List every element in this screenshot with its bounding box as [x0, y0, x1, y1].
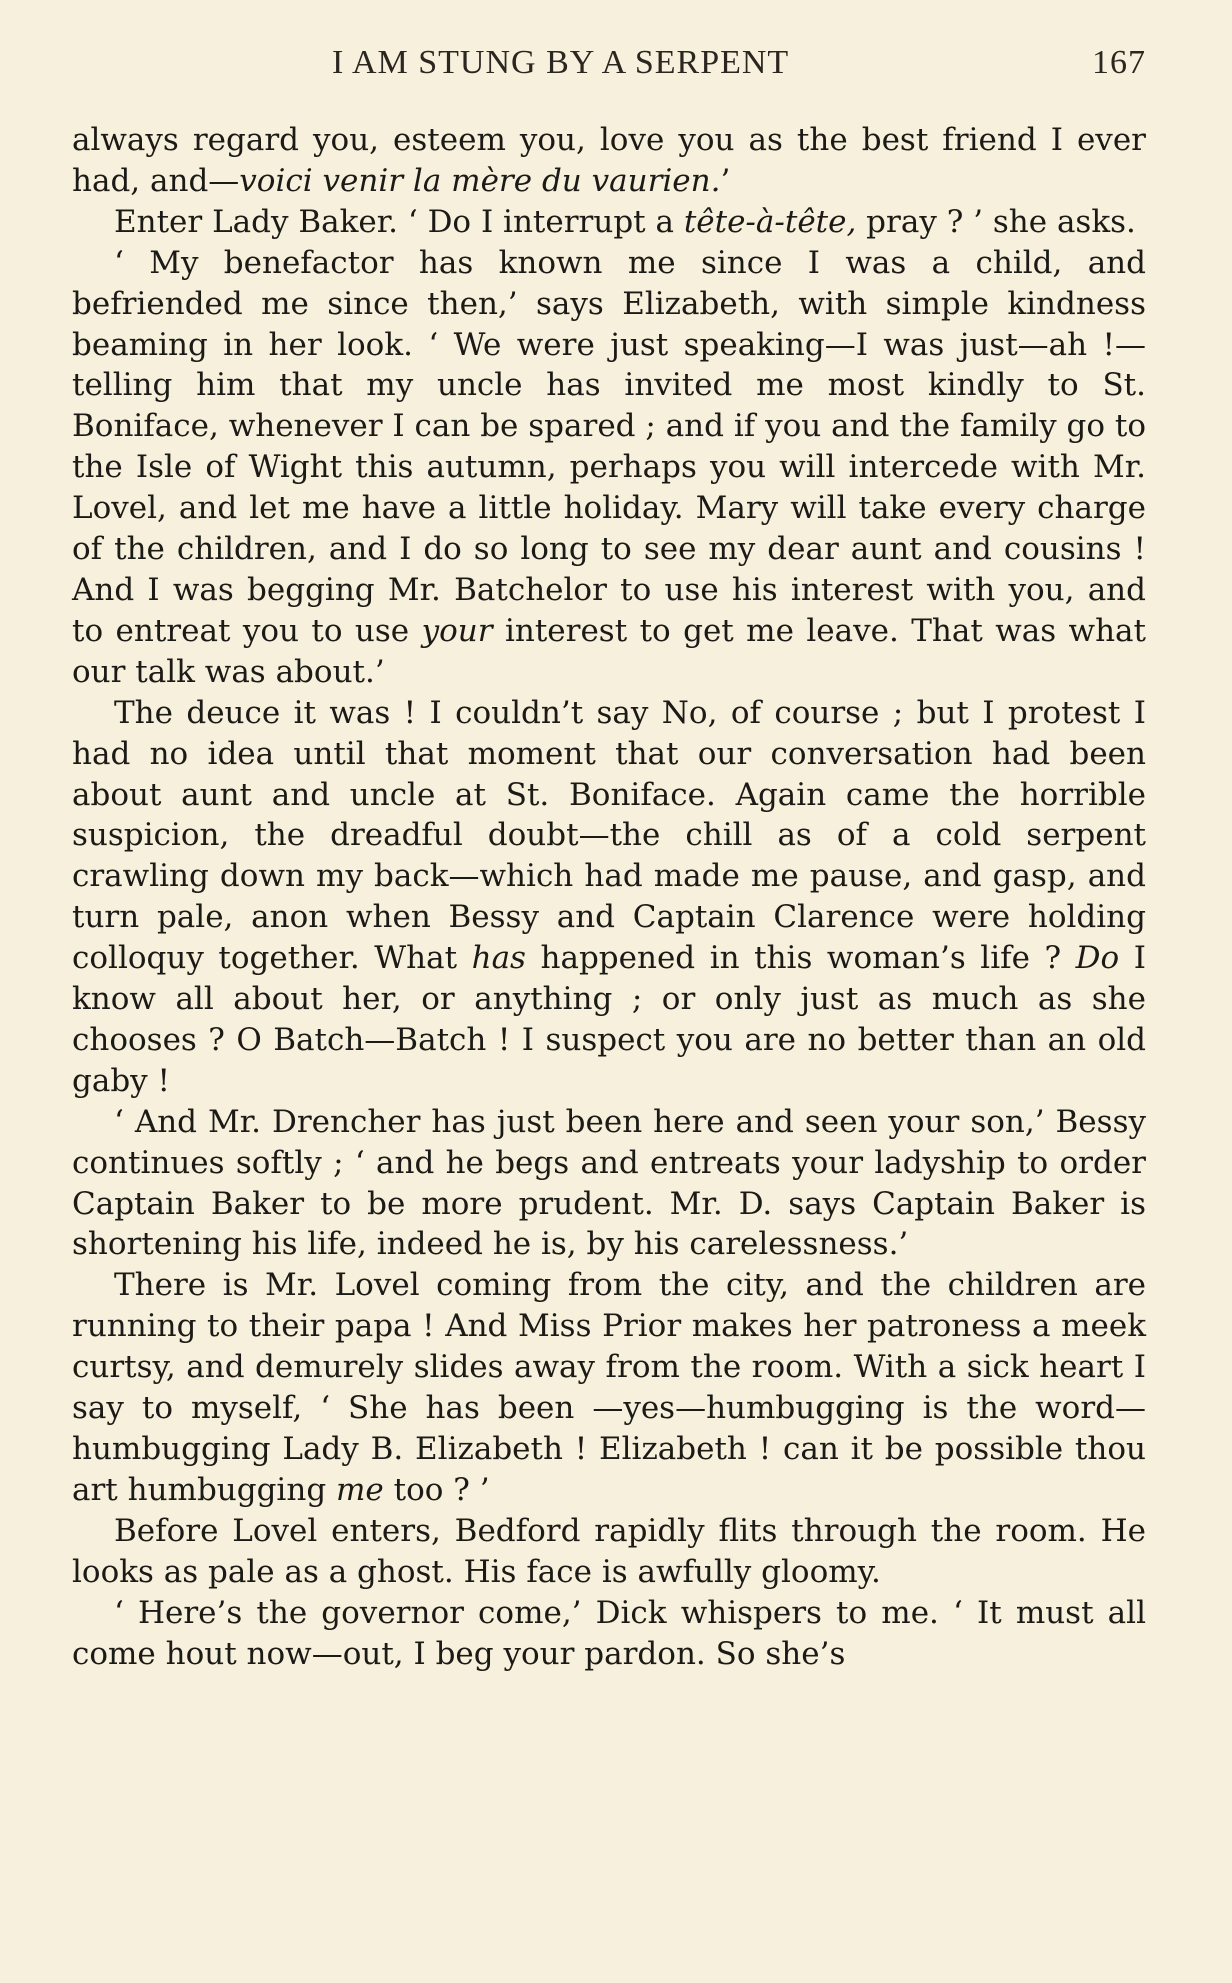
italic-text: me — [336, 1471, 384, 1508]
italic-text: tête-à-tête, — [683, 203, 857, 240]
text-run: I know all about her, or anything ; or only just as much as she chooses ? O Batch—Batch ! I suspect you are no better than an old gaby ! — [72, 940, 1146, 1099]
text-run: happened in this woman’s life ? — [525, 940, 1076, 977]
text-run: interest to get me leave. That was what our talk was about.’ — [72, 612, 1146, 690]
italic-text: voici venir la mère du vaurien. — [239, 162, 721, 199]
italic-text: your — [421, 612, 493, 649]
text-run: Before Lovel enters, Bedford rapidly flits through the room. He looks as pale as a ghost. His face is awfully gloomy. — [72, 1512, 1146, 1590]
text-run: ‘ My benefactor has known me since I was a child, and befriended me since then,’ says Elizabeth, with simple kindness beaming in her look. ‘ We were just speaking—I was just—ah !—telling him that my uncle has invited me most kindly to St. Boniface, whenever I can be spared ; and if you and the family go to the Isle of Wight this autumn, perhaps you will intercede with Mr. Lovel, and let me have a little holiday. Mary will take every charge of the children, and I do so long to see my dear aunt and cousins ! And I was begging Mr. Batchelor to use his interest with you, and to entreat you to use — [72, 244, 1146, 649]
paragraph — [72, 693, 1146, 1102]
paragraph — [72, 1593, 1146, 1675]
text-run: Enter Lady Baker. ‘ Do I interrupt a — [114, 203, 684, 240]
running-head — [72, 44, 1146, 86]
body-text — [72, 120, 1146, 1674]
text-run: ‘ And Mr. Drencher has just been here and seen your son,’ Bessy continues softly ; ‘ and he begs and entreats your ladyship to order Captain Baker to be more prudent. Mr. D. says Captain Baker is shortening his life, indeed he is, by his carelessness.’ — [72, 1103, 1146, 1263]
italic-text: Do — [1075, 940, 1120, 977]
paragraph — [72, 1102, 1146, 1266]
text-run: The deuce it was ! I couldn’t say No, of course ; but I protest I had no idea until that moment that our conversation had been about aunt and uncle at St. Boniface. Again came the horrible suspicion, the dreadful doubt—the chill as of a cold serpent crawling down my back—which had made me pause, and gasp, and turn pale, anon when Bessy and Captain Clarence were holding colloquy together. What — [72, 694, 1146, 977]
chapter-title: I AM STUNG BY A SERPENT — [332, 44, 790, 81]
text-run: ‘ Here’s the governor come,’ Dick whispers to me. ‘ It must all come hout now—out, I beg your pardon. So she’s — [72, 1594, 1146, 1672]
italic-text: has — [471, 940, 526, 977]
paragraph — [72, 202, 1146, 243]
paragraph — [72, 1265, 1146, 1510]
page-number: 167 — [1092, 44, 1146, 81]
text-run: ’ — [720, 162, 731, 199]
paragraph — [72, 120, 1146, 202]
text-run: There is Mr. Lovel coming from the city, and the children are running to their papa ! And Miss Prior makes her patroness a meek curtsy, and demurely slides away from the room. With a sick heart I say to myself, ‘ She has been —yes—humbugging is the word—humbugging Lady B. Elizabeth ! Elizabeth ! can it be possible thou art humbugging — [72, 1267, 1146, 1508]
paragraph — [72, 1511, 1146, 1593]
text-run: pray ? ’ she asks. — [856, 203, 1136, 240]
paragraph — [72, 243, 1146, 693]
text-run: too ? ’ — [383, 1471, 490, 1508]
text-run: always regard you, esteem you, love you as the best friend I ever had, and— — [72, 122, 1146, 199]
